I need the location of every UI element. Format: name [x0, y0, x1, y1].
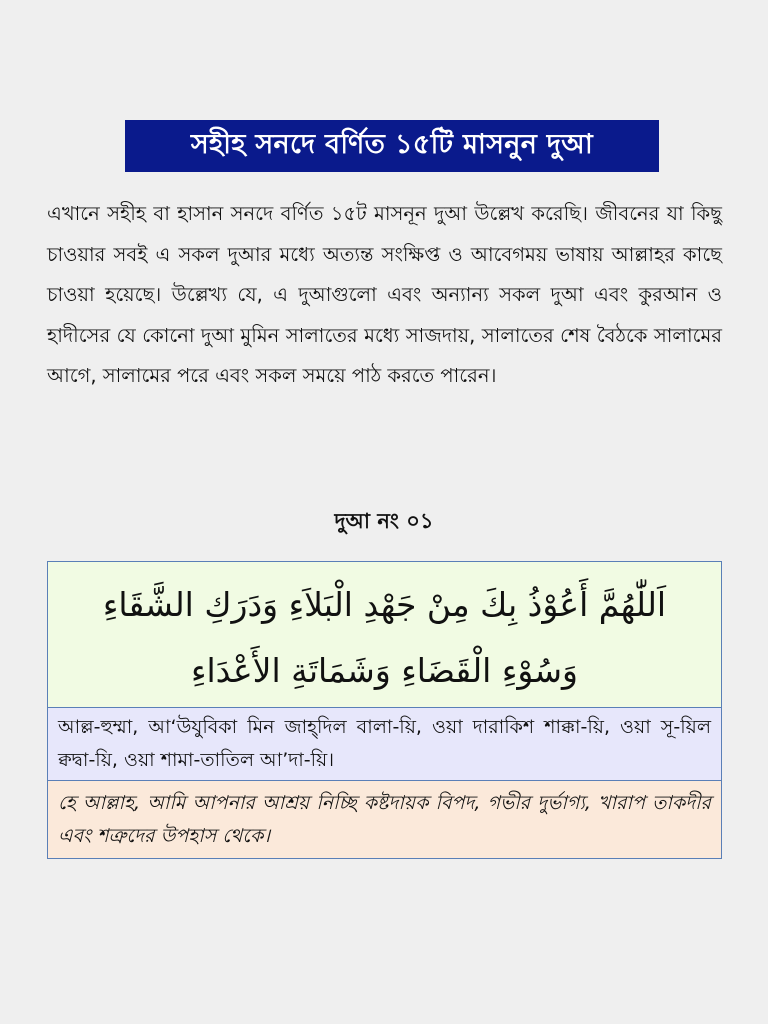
dua-transliteration: আল্ল-হুম্মা, আ‘উযুবিকা মিন জাহ্‌দিল বালা-য়ি, ওয়া দারাকিশ শাক্কা-য়ি, ওয়া সূ-য়িল ক্বদ্বা-য়ি, ওয়া শামা-তাতিল আ’দা-য়ি। — [48, 708, 721, 781]
dua-meaning: হে আল্লাহ, আমি আপনার আশ্রয় নিচ্ছি কষ্টদায়ক বিপদ, গভীর দুর্ভাগ্য, খারাপ তাকদীর এবং শত্রুদের উপহাস থেকে। — [48, 781, 721, 858]
dua-arabic-text: اَللّٰهُمَّ أَعُوْذُ بِكَ مِنْ جَهْدِ الْبَلاَءِ وَدَرَكِ الشَّقَاءِ وَسُوْءِ الْقَضَاءِ وَشَمَاتَةِ الأَعْدَاءِ — [48, 562, 721, 708]
intro-paragraph: এখানে সহীহ বা হাসান সনদে বর্ণিত ১৫ট মাসনূন দুআ উল্লেখ করেছি। জীবনের যা কিছু চাওয়ার সবই এ সকল দুআর মধ্যে অত্যন্ত সংক্ষিপ্ত ও আবেগময় ভাষায় আল্লাহর কাছে চাওয়া হয়েছে। উল্লেখ্য যে, এ দুআগুলো এবং অন্যান্য সকল দুআ এবং কুরআন ও হাদীসের যে কোনো দুআ মুমিন সালাতের মধ্যে সাজদায়, সালাতের শেষ বৈঠকে সালামের আগে, সালামের পরে এবং সকল সময়ে পাঠ করতে পারেন। — [47, 202, 722, 387]
dua-box — [47, 561, 722, 859]
dua-heading: দুআ নং ০১ — [334, 509, 434, 533]
page-title: সহীহ সনদে বর্ণিত ১৫টি মাসনুন দুআ — [125, 120, 659, 172]
